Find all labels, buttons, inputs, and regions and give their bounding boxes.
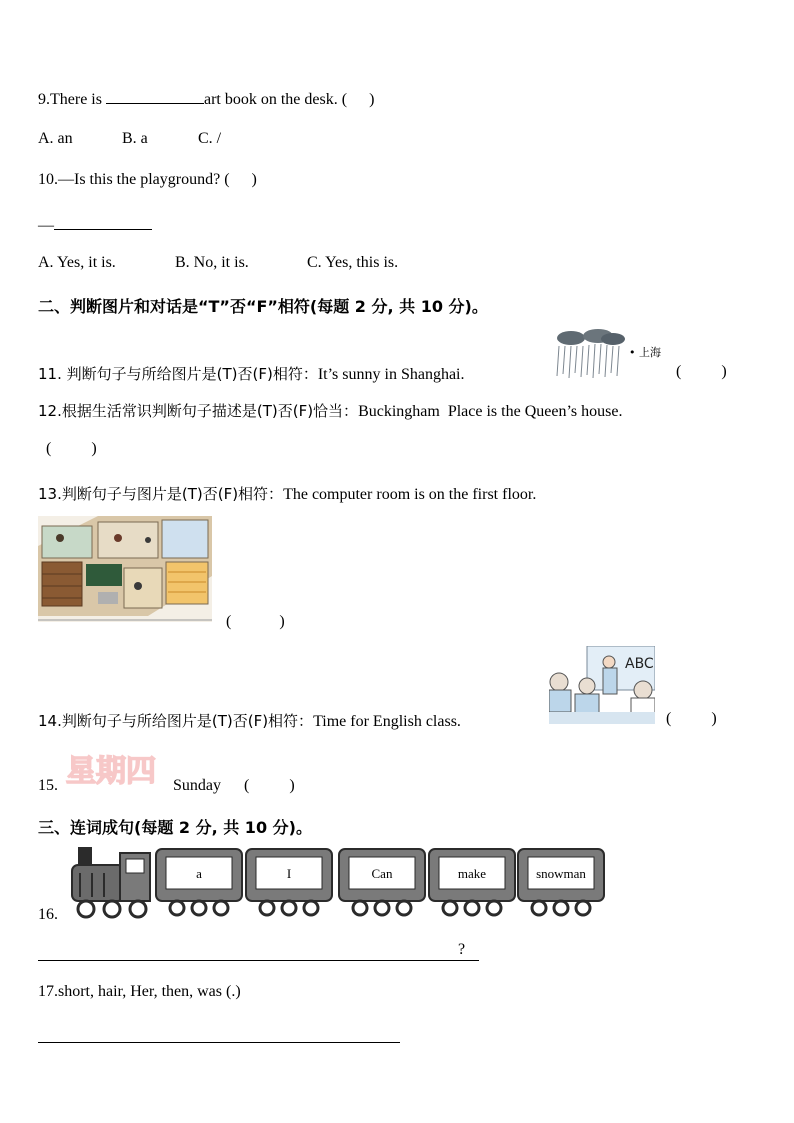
q13-cn: 13.判断句子与图片是(T)否(F)相符： bbox=[38, 485, 284, 503]
q10-options bbox=[38, 254, 398, 272]
q11-line bbox=[38, 363, 465, 384]
train-word: a bbox=[196, 866, 202, 881]
q15-word: Sunday bbox=[173, 777, 221, 794]
train-wheel bbox=[554, 901, 568, 915]
thursday-text: 星期四 bbox=[66, 754, 156, 789]
q10-dash: — bbox=[38, 217, 54, 234]
q16-answer-line[interactable] bbox=[38, 959, 479, 961]
train-wheel bbox=[282, 901, 296, 915]
section3-title: 三、连词成句(每题 2 分, 共 10 分)。 bbox=[38, 818, 312, 837]
abc-board-text: ABC bbox=[625, 656, 654, 672]
q10-option-c[interactable]: C. Yes, this is. bbox=[307, 254, 399, 271]
q17-text: 17.short, hair, Her, then, was (.) bbox=[38, 983, 241, 1000]
q12-paren[interactable]: ( ) bbox=[46, 440, 97, 457]
q14-paren[interactable]: ( ) bbox=[666, 710, 717, 727]
q9-option-b[interactable]: B. a bbox=[122, 130, 148, 147]
train-word: I bbox=[286, 866, 292, 881]
train-wheel bbox=[260, 901, 274, 915]
train-wheel bbox=[397, 901, 411, 915]
q16-end-mark: ? bbox=[458, 941, 466, 958]
school-building-image bbox=[38, 516, 212, 622]
q10-question: 10.—Is this the playground? ( bbox=[38, 171, 230, 188]
train-word: make bbox=[457, 866, 487, 881]
q17-answer-line[interactable] bbox=[38, 1041, 400, 1043]
q10-blank[interactable] bbox=[54, 214, 152, 230]
rain-cloud-image bbox=[553, 328, 671, 380]
q12-cn: 12.根据生活常识判断句子描述是(T)否(F)恰当： bbox=[38, 402, 359, 420]
q14-line bbox=[38, 710, 461, 731]
train-wheel bbox=[214, 901, 228, 915]
q11-en: It’s sunny in Shanghai. bbox=[317, 366, 465, 383]
word-train bbox=[64, 845, 609, 921]
q10-option-b[interactable]: B. No, it is. bbox=[175, 254, 249, 271]
q9-option-c[interactable]: C. / bbox=[198, 130, 222, 147]
q10-option-a[interactable]: A. Yes, it is. bbox=[38, 254, 116, 271]
train-car[interactable] bbox=[246, 849, 332, 915]
q15-paren[interactable]: ( ) bbox=[244, 777, 295, 794]
train-wheel bbox=[375, 901, 389, 915]
locomotive-icon bbox=[72, 847, 150, 917]
q10-line bbox=[38, 171, 257, 189]
q15-number: 15. bbox=[38, 777, 58, 794]
thursday-image bbox=[64, 748, 166, 790]
q13-en: The computer room is on the first floor. bbox=[283, 486, 537, 503]
train-wheel bbox=[304, 901, 318, 915]
q9-paren-close: ) bbox=[369, 91, 375, 108]
q9-prefix: 9.There is bbox=[38, 91, 106, 108]
train-wheel bbox=[170, 901, 184, 915]
train-car[interactable] bbox=[339, 849, 425, 915]
train-word: Can bbox=[371, 866, 393, 881]
q9-options bbox=[38, 130, 221, 148]
train-car[interactable] bbox=[518, 849, 604, 915]
q16-number: 16. bbox=[38, 906, 58, 923]
q9-line bbox=[38, 88, 374, 109]
q12-line bbox=[38, 400, 622, 421]
train-wheel bbox=[532, 901, 546, 915]
shanghai-label: • 上海 bbox=[629, 346, 661, 359]
q11-cn: 11. 判断句子与所给图片是(T)否(F)相符： bbox=[38, 365, 318, 383]
english-class-image bbox=[549, 646, 655, 724]
q10-answer bbox=[38, 214, 152, 235]
train-wheel bbox=[487, 901, 501, 915]
train-word: snowman bbox=[536, 866, 586, 881]
q9-blank[interactable] bbox=[106, 88, 204, 104]
q13-line bbox=[38, 483, 536, 504]
q13-paren[interactable]: ( ) bbox=[226, 613, 285, 630]
q12-en: Buckingham Place is the Queen’s house. bbox=[358, 403, 623, 420]
q10-paren-close: ) bbox=[251, 171, 257, 188]
train-wheel bbox=[576, 901, 590, 915]
train-wheel bbox=[353, 901, 367, 915]
q9-option-a[interactable]: A. an bbox=[38, 130, 73, 147]
q14-cn: 14.判断句子与所给图片是(T)否(F)相符： bbox=[38, 712, 314, 730]
train-car[interactable] bbox=[429, 849, 515, 915]
train-wheel bbox=[192, 901, 206, 915]
q9-suffix: art book on the desk. ( bbox=[203, 91, 348, 108]
train-car[interactable] bbox=[156, 849, 242, 915]
section2-title: 二、判断图片和对话是“T”否“F”相符(每题 2 分, 共 10 分)。 bbox=[38, 297, 488, 316]
train-wheel bbox=[465, 901, 479, 915]
q14-en: Time for English class. bbox=[313, 713, 461, 730]
q11-paren[interactable]: ( ) bbox=[676, 363, 727, 380]
train-wheel bbox=[443, 901, 457, 915]
